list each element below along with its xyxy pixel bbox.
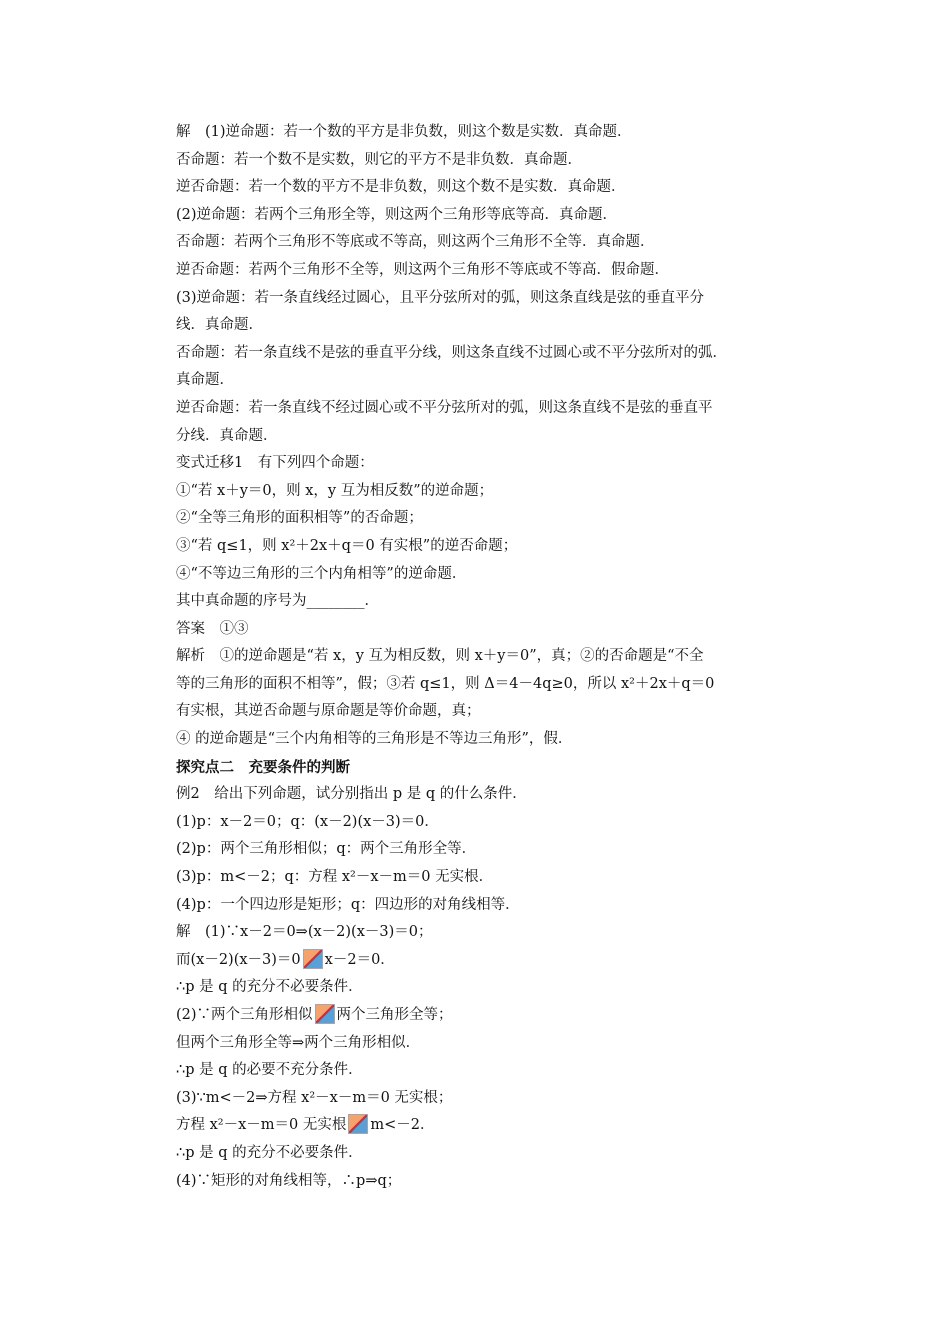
text-line: ③“若 q≤1，则 x²＋2x＋q＝0 有实根”的逆否命题；	[176, 537, 518, 554]
text-before: (2)∵两个三角形相似	[176, 1007, 313, 1023]
text-line: ①“若 x＋y＝0，则 x，y 互为相反数”的逆命题；	[176, 482, 494, 499]
text-line	[176, 947, 816, 975]
text-after: x－2＝0．	[324, 951, 395, 968]
text-after: 两个三角形全等；	[336, 1007, 453, 1023]
text-line: 例2 给出下列命题，试分别指出 p 是 q 的什么条件．	[176, 786, 527, 803]
text-line: 答案 ①③	[176, 620, 249, 637]
text-line: ∴p 是 q 的充分不必要条件．	[176, 1144, 363, 1161]
text-line: 但两个三角形全等⇒两个三角形相似．	[176, 1034, 421, 1051]
text-line: 真命题．	[176, 372, 234, 389]
text-line: ∴p 是 q 的必要不充分条件．	[176, 1062, 363, 1079]
text-line: 逆否命题：若一个数的平方不是非负数，则这个数不是实数．真命题．	[176, 179, 626, 196]
text-line: 否命题：若一条直线不是弦的垂直平分线，则这条直线不过圆心或不平分弦所对的弧．	[176, 344, 727, 361]
text-line: (3)p：m<－2；q：方程 x²－x－m＝0 无实根．	[176, 869, 494, 886]
text-line: ②“全等三角形的面积相等”的否命题；	[176, 510, 423, 527]
text-after: m<－2．	[370, 1117, 435, 1134]
text-line: 其中真命题的序号为________．	[176, 593, 379, 610]
text-line: (2)p：两个三角形相似；q：两个三角形全等．	[176, 841, 477, 858]
text-before: 而(x－2)(x－3)＝0	[176, 951, 301, 968]
text-line	[176, 1112, 816, 1140]
text-line: (4)∵矩形的对角线相等，∴p⇒q；	[176, 1172, 402, 1189]
text-line: 变式迁移1 有下列四个命题：	[176, 455, 374, 472]
text-line: 线．真命题．	[176, 317, 263, 334]
not-implies-icon	[348, 1114, 368, 1134]
text-line: 否命题：若两个三角形不等底或不等高，则这两个三角形不全等．真命题．	[176, 234, 655, 251]
text-line: ∴p 是 q 的充分不必要条件．	[176, 979, 363, 996]
text-line: 逆否命题：若两个三角形不全等，则这两个三角形不等底或不等高．假命题．	[176, 261, 669, 278]
not-implies-icon	[303, 949, 323, 969]
text-line: 解 (1)逆命题：若一个数的平方是非负数，则这个数是实数．真命题．	[176, 124, 632, 140]
text-line: (4)p：一个四边形是矩形；q：四边形的对角线相等．	[176, 896, 520, 913]
text-line: 分线．真命题．	[176, 427, 278, 444]
text-line: 逆否命题：若一条直线不经过圆心或不平分弦所对的弧，则这条直线不是弦的垂直平	[176, 399, 713, 416]
text-line: 等的三角形的面积不相等”，假；③若 q≤1，则 Δ＝4－4q≥0，所以 x²＋2x＋q＝0	[176, 675, 715, 692]
text-line: 否命题：若一个数不是实数，则它的平方不是非负数．真命题．	[176, 151, 582, 168]
not-implies-icon	[315, 1004, 335, 1024]
text-line: ④“不等边三角形的三个内角相等”的逆命题．	[176, 565, 467, 582]
text-line: 解析 ①的逆命题是“若 x，y 互为相反数，则 x＋y＝0”，真；②的否命题是“不全	[176, 648, 704, 665]
text-line: (1)p：x－2＝0；q：(x－2)(x－3)＝0．	[176, 813, 439, 830]
text-line: 解 (1)∵x－2＝0⇒(x－2)(x－3)＝0；	[176, 924, 433, 941]
text-line: (3)逆命题：若一条直线经过圆心，且平分弦所对的弧，则这条直线是弦的垂直平分	[176, 289, 705, 306]
text-line: (3)∵m<－2⇒方程 x²－x－m＝0 无实根；	[176, 1089, 453, 1106]
text-line: 有实根，其逆否命题与原命题是等价命题，真；	[176, 703, 481, 720]
section-heading: 探究点二 充要条件的判断	[176, 758, 350, 776]
document-body	[176, 119, 816, 1195]
text-line: ④ 的逆命题是“三个内角相等的三角形是不等边三角形”，假．	[176, 731, 573, 748]
text-line: (2)逆命题：若两个三角形全等，则这两个三角形等底等高．真命题．	[176, 206, 618, 223]
text-line	[176, 1002, 816, 1030]
text-before: 方程 x²－x－m＝0 无实根	[176, 1117, 347, 1134]
